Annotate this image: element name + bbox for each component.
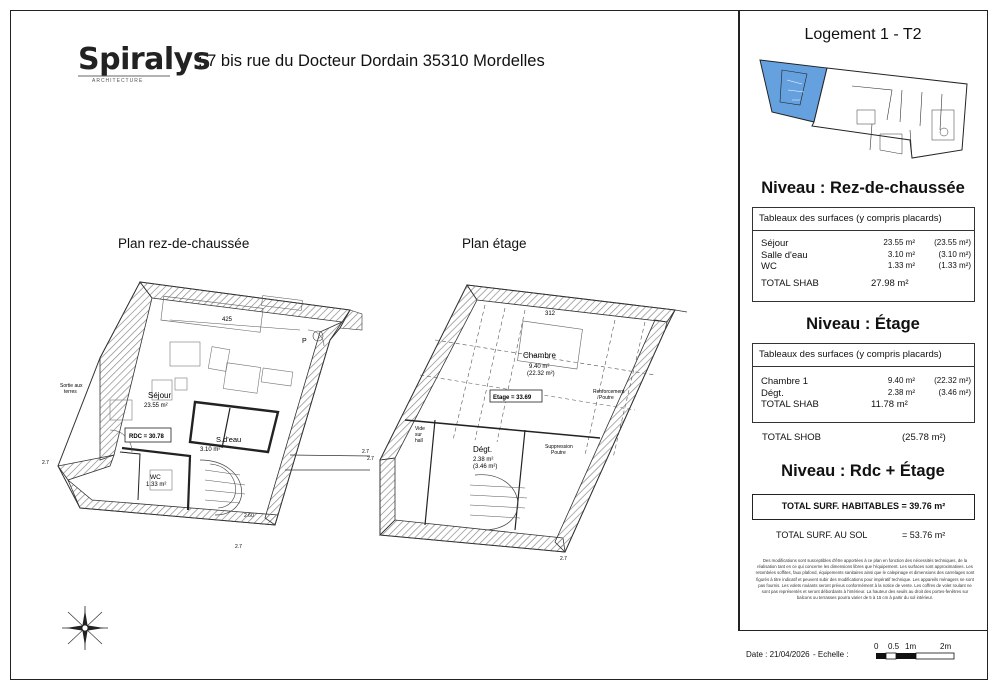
spiralys-logo: Spiralys bbox=[78, 42, 211, 77]
scale-tick-label: 0.5 bbox=[888, 642, 900, 651]
shob-value: (25.78 m²) bbox=[902, 432, 946, 443]
sejour-area: 23.55 m² bbox=[144, 403, 168, 409]
ground-plan-title: Plan rez-de-chaussée bbox=[118, 236, 250, 251]
project-address: : 7 bis rue du Docteur Dordain 35310 Mordelles bbox=[198, 52, 545, 70]
rdc-row: Séjour 23.55 m² (23.55 m²) bbox=[761, 238, 971, 249]
scale-tick-label: 0 bbox=[874, 642, 879, 651]
chambre-area-total: (22.32 m²) bbox=[527, 371, 555, 377]
logement-title: Logement 1 - T2 bbox=[804, 26, 922, 43]
scale-tick-label: 2m bbox=[940, 642, 952, 651]
ground-elev-mid: 2.60 bbox=[244, 513, 254, 519]
rdc-surface-table bbox=[752, 207, 975, 302]
vide-label: Vide bbox=[415, 426, 425, 432]
rdc-row: WC 1.33 m² (1.33 m²) bbox=[761, 261, 971, 272]
plan-date: Date : 21/04/2026 bbox=[746, 650, 810, 659]
chambre-area: 9.40 m² bbox=[529, 364, 550, 370]
renforcement-label: Renforcement bbox=[593, 389, 625, 395]
seau-label: S.d'eau bbox=[216, 435, 242, 444]
ground-sortie-label: Sortie aux bbox=[60, 383, 83, 389]
level-rdc-title: Niveau : Rez-de-chaussée bbox=[761, 179, 965, 197]
ground-p-label: P bbox=[302, 338, 307, 345]
sejour-label: Séjour bbox=[148, 391, 172, 400]
rdc-total-row: TOTAL SHAB 27.98 m² bbox=[761, 277, 909, 289]
floor-elev-left: 2.7 bbox=[367, 456, 374, 462]
etage-row: Chambre 1 9.40 m² (22.32 m²) bbox=[761, 376, 971, 387]
logo-underline bbox=[78, 74, 170, 78]
svg-text:Poutre: Poutre bbox=[551, 450, 566, 456]
etage-total-row: TOTAL SHAB 11.78 m² bbox=[761, 399, 908, 410]
rdc-table-header: Tableaux des surfaces (y compris placards) bbox=[753, 208, 974, 231]
degt-area-total: (3.46 m²) bbox=[473, 464, 498, 470]
etage-surface-box: Etage = 33.69 bbox=[493, 395, 532, 401]
key-plan bbox=[752, 50, 974, 160]
logo-subtitle: ARCHITECTURE bbox=[92, 78, 144, 84]
floor-elev-right: 2.7 bbox=[560, 556, 567, 562]
scale-label: - Echelle : bbox=[813, 650, 849, 659]
floor-dim-top: 312 bbox=[545, 311, 556, 317]
degt-label: Dégt. bbox=[473, 445, 493, 454]
legal-disclaimer: Des modifications sont susceptibles d'être apportées à ce plan en fonction des nécessités techniques, de la réalisation tant en ce qui concerne les dimensions libres que l'équipement. Les surfaces sont approximatives. Les retombées soffites, faux plafond, équipements sanitaires ainsi que le calepinage et dimensions des carrelages sont figurés à titre indicatif et peuvent subir des modifications pour impératif technique. Les appareils ménagers ne sont pas fournis. Les volets roulants seront prévus conformément à la notice de vente. Les coffres de volet roulant ne sont pas représentés et seront débordants à l'intérieur. La hauteur des seuils au droit des portes-fenêtres sur balcons ou terrasses pourra varier de 5 à 15 cm à partir du sol intérieur. bbox=[755, 558, 975, 601]
svg-text:sur: sur bbox=[415, 432, 422, 438]
upper-floor-plan bbox=[367, 280, 690, 565]
rdc-row: Salle d'eau 3.10 m² (3.10 m²) bbox=[761, 249, 971, 261]
scale-tick-label: 1m bbox=[905, 642, 917, 651]
suppression-label: Suppression bbox=[545, 444, 573, 450]
level-total-title: Niveau : Rdc + Étage bbox=[781, 462, 945, 480]
rdc-surface-box: RDC = 30.78 bbox=[129, 434, 164, 440]
shob-label: TOTAL SHOB bbox=[762, 432, 821, 443]
etage-table-header: Tableaux des surfaces (y compris placards) bbox=[753, 344, 974, 367]
ground-elev-bottom: 2.7 bbox=[235, 544, 242, 550]
wc-label: WC bbox=[150, 474, 161, 481]
seau-area: 3.10 m² bbox=[200, 447, 221, 453]
svg-text:hall: hall bbox=[415, 438, 423, 444]
ground-elev-left: 2.7 bbox=[42, 460, 49, 466]
chambre-label: Chambre bbox=[523, 351, 556, 360]
total-sol-value: = 53.76 m² bbox=[902, 530, 946, 540]
compass-rose-icon bbox=[58, 604, 112, 652]
level-etage-title: Niveau : Étage bbox=[806, 315, 920, 333]
ground-dim-top: 425 bbox=[222, 317, 233, 323]
svg-text:terres: terres bbox=[64, 389, 77, 395]
etage-row: Dégt. 2.38 m² (3.46 m²) bbox=[761, 387, 971, 399]
total-sol-label: TOTAL SURF. AU SOL bbox=[776, 530, 868, 540]
etage-surface-table bbox=[752, 343, 975, 423]
floor-plan-title: Plan étage bbox=[462, 236, 527, 251]
ground-floor-plan bbox=[40, 270, 370, 560]
scale-bar bbox=[876, 652, 956, 660]
total-habitable-box: TOTAL SURF. HABITABLES = 39.76 m² bbox=[752, 494, 975, 520]
degt-area: 2.38 m² bbox=[473, 457, 494, 463]
svg-text:Poutre: Poutre bbox=[599, 395, 614, 401]
wc-area: 1.33 m² bbox=[146, 482, 167, 488]
ground-elev-right: 2.7 bbox=[362, 449, 369, 455]
